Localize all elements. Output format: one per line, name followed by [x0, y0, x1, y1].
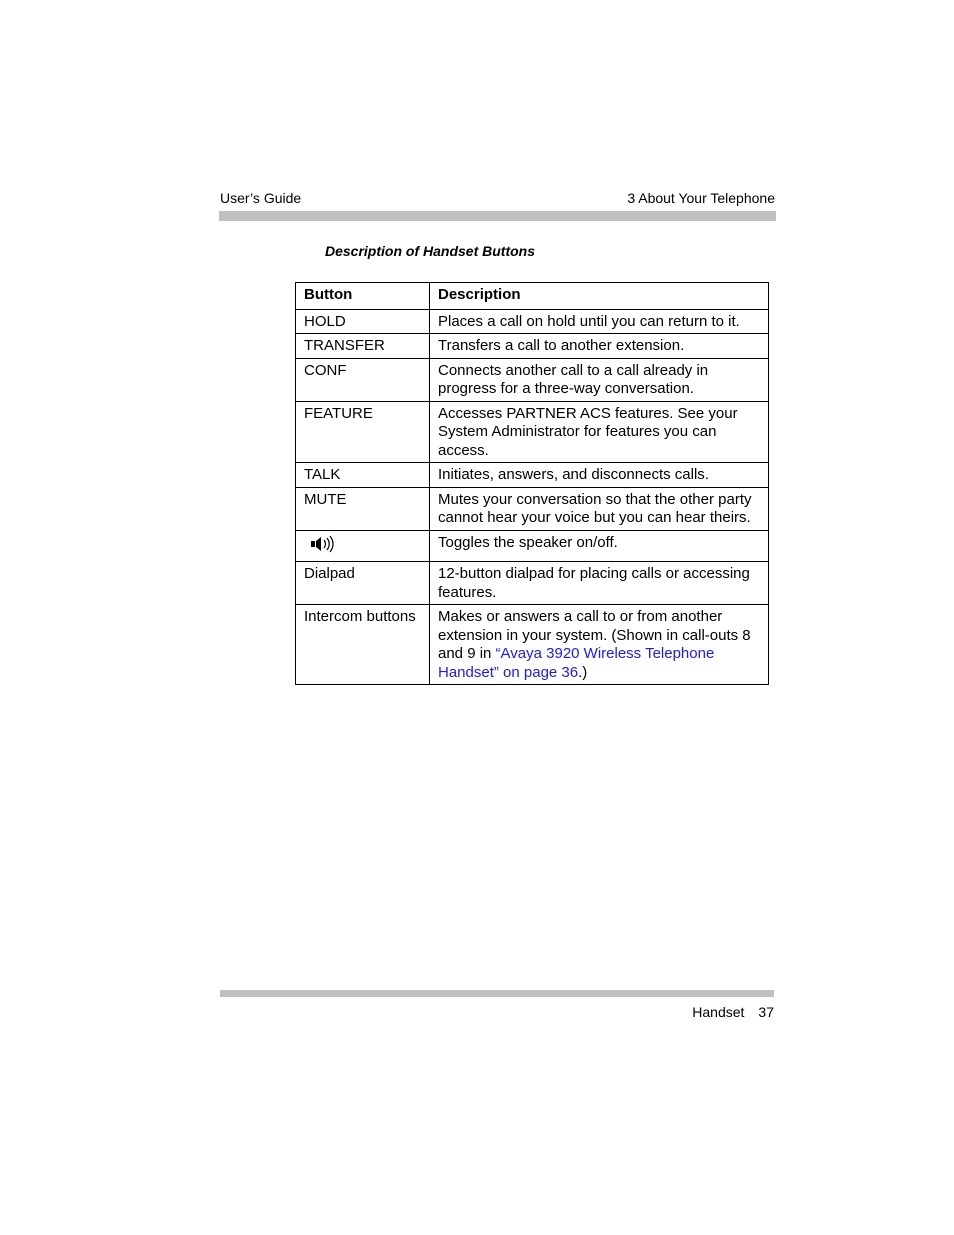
button-name-cell: FEATURE: [296, 401, 430, 463]
table-row: [296, 334, 769, 359]
description-cell: Mutes your conversation so that the other party cannot hear your voice but you can hear theirs.: [430, 487, 769, 530]
running-header-guide-title: User’s Guide: [220, 190, 302, 206]
table-header-row: [296, 283, 769, 310]
cross-reference-link[interactable]: “Avaya 3920 Wireless Telephone Handset” on page 36: [438, 645, 715, 681]
description-text-end: .): [578, 663, 588, 681]
button-name-cell: MUTE: [296, 487, 430, 530]
description-cell: Transfers a call to another extension.: [430, 334, 769, 359]
button-name-cell: Dialpad: [296, 562, 430, 605]
table-row: [296, 401, 769, 463]
table-row: [296, 487, 769, 530]
running-footer: [692, 1004, 774, 1020]
footer-section-name: Handset: [692, 1004, 745, 1020]
handset-buttons-table: [295, 282, 769, 685]
table-row: [296, 309, 769, 334]
button-name-cell: HOLD: [296, 309, 430, 334]
description-cell: Toggles the speaker on/off.: [430, 530, 769, 562]
header-rule: [219, 211, 776, 221]
column-header-description: Description: [430, 283, 769, 310]
table-row: [296, 358, 769, 401]
running-header-chapter: 3 About Your Telephone: [627, 190, 775, 206]
button-name-cell: TALK: [296, 463, 430, 488]
button-icon-cell: [296, 530, 430, 562]
speaker-icon: [310, 534, 336, 554]
table-row: [296, 562, 769, 605]
page-number: 37: [758, 1004, 774, 1020]
table-row: [296, 463, 769, 488]
button-name-cell: TRANSFER: [296, 334, 430, 359]
table-row: [296, 530, 769, 562]
table-caption: Description of Handset Buttons: [325, 243, 536, 259]
table-row: [296, 605, 769, 685]
description-cell: Accesses PARTNER ACS features. See your System Administrator for features you can access.: [430, 401, 769, 463]
button-name-cell: Intercom buttons: [296, 605, 430, 685]
description-text: Makes or answers a call to or from another extension in your system. (Shown in call-outs 8 and 9 in: [438, 608, 751, 662]
description-cell: Places a call on hold until you can return to it.: [430, 309, 769, 334]
description-cell: 12-button dialpad for placing calls or accessing features.: [430, 562, 769, 605]
footer-rule: [220, 990, 774, 997]
description-cell: Initiates, answers, and disconnects calls.: [430, 463, 769, 488]
description-cell: [430, 605, 769, 685]
column-header-button: Button: [296, 283, 430, 310]
description-cell: Connects another call to a call already in progress for a three-way conversation.: [430, 358, 769, 401]
button-name-cell: CONF: [296, 358, 430, 401]
